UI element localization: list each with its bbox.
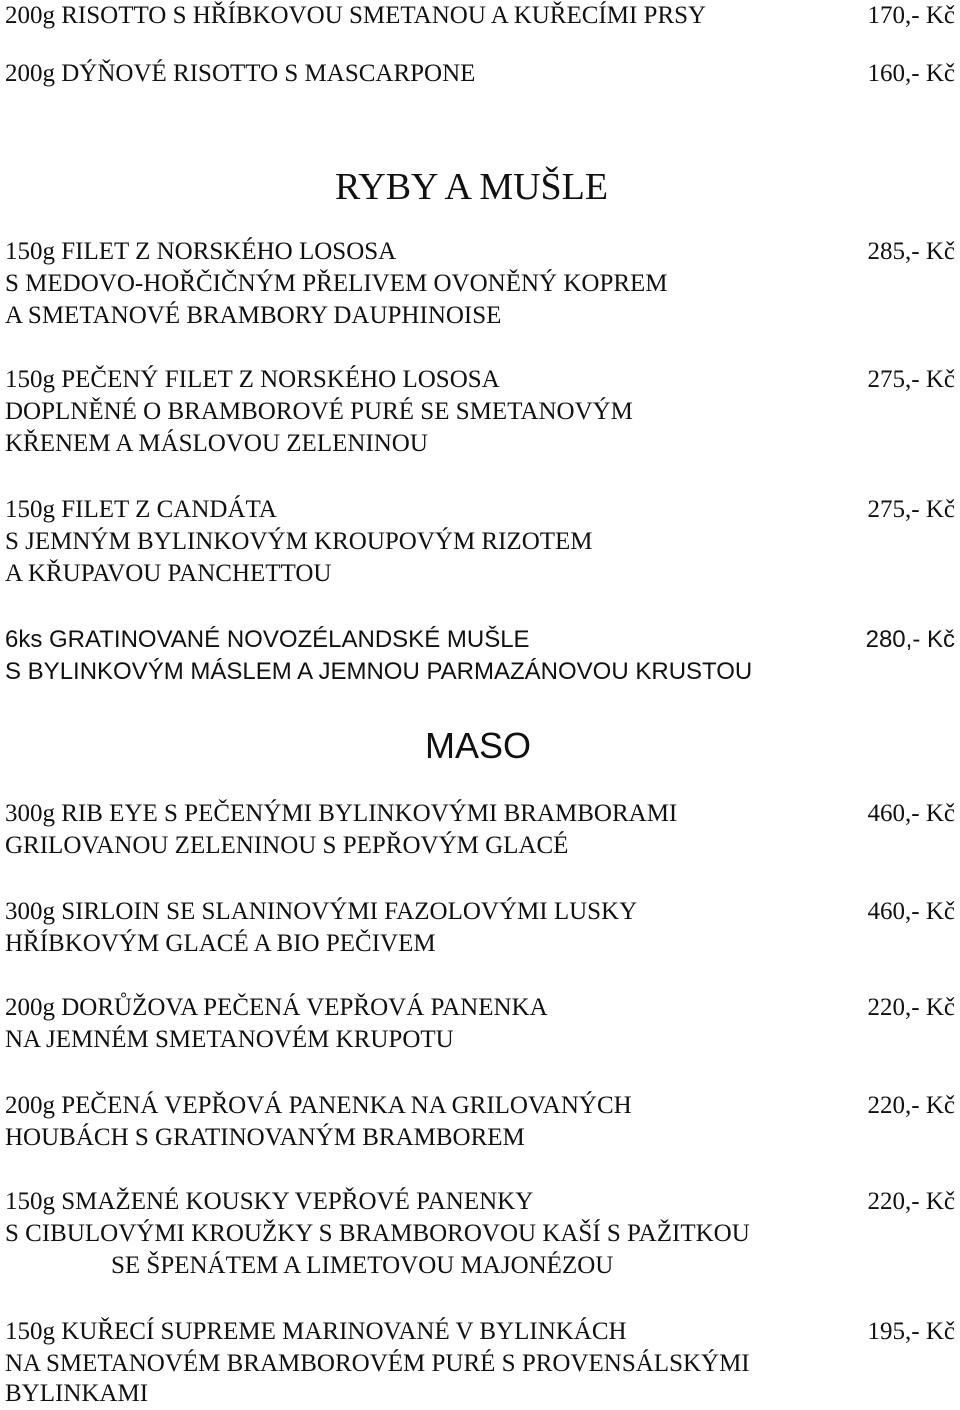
menu-item-price: 460,- Kč bbox=[867, 898, 955, 925]
menu-item-line: A KŘUPAVOU PANCHETTOU bbox=[5, 560, 332, 587]
menu-item-line: S MEDOVO-HOŘČIČNÝM PŘELIVEM OVONĚNÝ KOPREM bbox=[5, 270, 668, 297]
section-heading-ryby: RYBY A MUŠLE bbox=[335, 166, 609, 208]
menu-item-price: 195,- Kč bbox=[867, 1318, 955, 1345]
menu-item-line: S JEMNÝM BYLINKOVÝM KROUPOVÝM RIZOTEM bbox=[5, 528, 593, 555]
menu-item-price: 220,- Kč bbox=[867, 994, 955, 1021]
menu-item-price: 460,- Kč bbox=[867, 800, 955, 827]
menu-item-line: 150g KUŘECÍ SUPREME MARINOVANÉ V BYLINKÁCH bbox=[5, 1318, 627, 1345]
menu-item-line: HŘÍBKOVÝM GLACÉ A BIO PEČIVEM bbox=[5, 930, 436, 957]
menu-item-line: SE ŠPENÁTEM A LIMETOVOU MAJONÉZOU bbox=[111, 1252, 614, 1279]
menu-item-line: KŘENEM A MÁSLOVOU ZELENINOU bbox=[5, 430, 428, 457]
menu-item-line: 150g FILET Z NORSKÉHO LOSOSA bbox=[5, 238, 397, 265]
menu-item-price: 170,- Kč bbox=[867, 2, 955, 29]
menu-item-price: 285,- Kč bbox=[867, 238, 955, 265]
menu-item-line: S CIBULOVÝMI KROUŽKY S BRAMBOROVOU KAŠÍ S PAŽITKOU bbox=[5, 1220, 750, 1247]
menu-item-line: A SMETANOVÉ BRAMBORY DAUPHINOISE bbox=[5, 302, 502, 329]
menu-item-line: DOPLNĚNÉ O BRAMBOROVÉ PURÉ SE SMETANOVÝM bbox=[5, 398, 633, 425]
menu-item-line: NA SMETANOVÉM BRAMBOROVÉM PURÉ S PROVENSÁLSKÝMI bbox=[5, 1350, 750, 1377]
menu-item-price: 275,- Kč bbox=[867, 366, 955, 393]
menu-item-line: 150g SMAŽENÉ KOUSKY VEPŘOVÉ PANENKY bbox=[5, 1188, 534, 1215]
menu-item-price: 160,- Kč bbox=[867, 60, 955, 87]
menu-item-line: 6ks GRATINOVANÉ NOVOZÉLANDSKÉ MUŠLE bbox=[5, 626, 530, 653]
menu-item-line: 150g FILET Z CANDÁTA bbox=[5, 496, 277, 523]
menu-item-line: NA JEMNÉM SMETANOVÉM KRUPOTU bbox=[5, 1026, 454, 1053]
menu-item-line: 300g RIB EYE S PEČENÝMI BYLINKOVÝMI BRAMBORAMI bbox=[5, 800, 678, 827]
menu-item-price: 280,- Kč bbox=[865, 626, 955, 653]
menu-item-line: BYLINKAMI bbox=[5, 1380, 149, 1407]
menu-item-line: 200g PEČENÁ VEPŘOVÁ PANENKA NA GRILOVANÝCH bbox=[5, 1092, 632, 1119]
menu-item-line: GRILOVANOU ZELENINOU S PEPŘOVÝM GLACÉ bbox=[5, 832, 569, 859]
menu-item-line: 200g DORŮŽOVA PEČENÁ VEPŘOVÁ PANENKA bbox=[5, 994, 548, 1021]
menu-item-line: 150g PEČENÝ FILET Z NORSKÉHO LOSOSA bbox=[5, 366, 500, 393]
menu-item-price: 275,- Kč bbox=[867, 496, 955, 523]
menu-item-price: 220,- Kč bbox=[867, 1188, 955, 1215]
menu-item-name: 200g DÝŇOVÉ RISOTTO S MASCARPONE bbox=[5, 60, 476, 87]
menu-item-line: 300g SIRLOIN SE SLANINOVÝMI FAZOLOVÝMI LUSKY bbox=[5, 898, 638, 925]
section-heading-maso: MASO bbox=[425, 725, 532, 766]
menu-item-line: HOUBÁCH S GRATINOVANÝM BRAMBOREM bbox=[5, 1124, 525, 1151]
menu-item-line: S BYLINKOVÝM MÁSLEM A JEMNOU PARMAZÁNOVOU KRUSTOU bbox=[5, 658, 753, 685]
menu-item-price: 220,- Kč bbox=[867, 1092, 955, 1119]
menu-item-name: 200g RISOTTO S HŘÍBKOVOU SMETANOU A KUŘECÍMI PRSY bbox=[5, 2, 707, 29]
